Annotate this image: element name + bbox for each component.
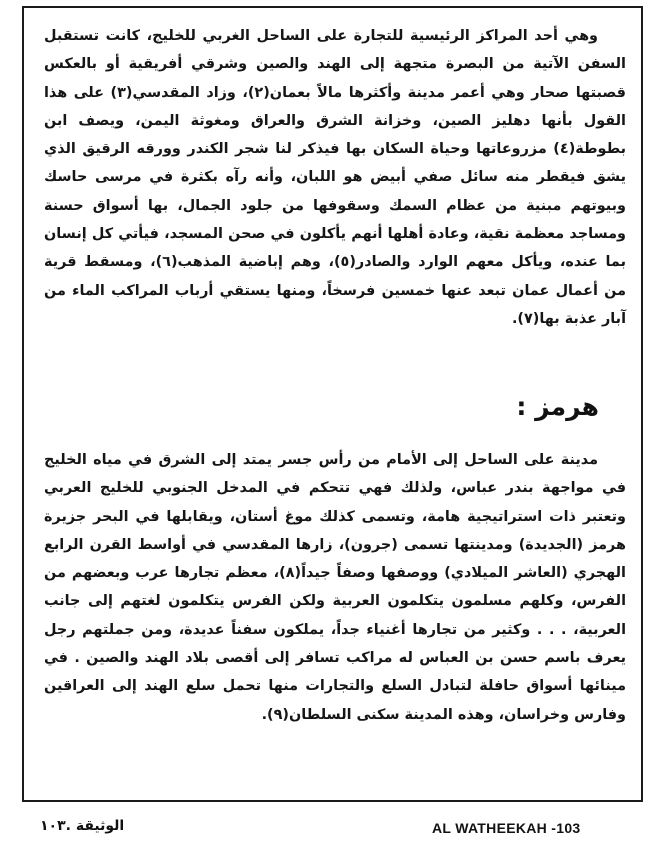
- page-footer: [0, 816, 669, 844]
- paragraph-1: [44, 22, 626, 333]
- paragraph-2: [44, 446, 626, 729]
- paragraph-1-text: وهي أحد المراكز الرئيسية للتجارة على الساحل الغربي للخليج، كانت تستقبل السفن الآتية من البصرة متجهة إلى الهند والصين وشرقي أفريقية أو بالعكس قصبتها صحار وهي أعمر مدينة وأكثرها مالاً بعمان(٢)، وزاد المقدسي(٣) على هذا القول بأنها دهليز الصين، وخزانة الشرق والعراق ومغوثة اليمن، ويصف ابن بطوطة(٤) مزروعاتها وحياة السكان بها فيذكر لنا شجر الكندر وورقه الرقيق الذي يشق فيقطر منه سائل صفي أبيض هو اللبان، وأنه رآه بكثرة في مرسى حاسك وبيوتهم مبنية من عظام السمك وسقوفها من جلود الجمال، بها أسواق حسنة ومساجد معظمة نقية، وعادة أهلها أنهم يأكلون في صحن المسجد، فيأتي كل إنسان بما عنده، ويأكل معهم الوارد والصادر(٥)، وهم إباضية المذهب(٦)، ومسقط قرية من أعمال عمان تبعد عنها خمسين فرسخاً، ومنها يستقي أرباب المراكب الماء من آبار عذبة بها(٧).: [44, 28, 626, 327]
- section-heading-hormuz: هرمز :: [516, 392, 599, 421]
- footer-journal-name-latin: AL WATHEEKAH -103: [432, 820, 581, 836]
- footer-journal-name-arabic: الوثيقة .١٠٣: [40, 818, 125, 834]
- paragraph-2-text: مدينة على الساحل إلى الأمام من رأس جسر يمتد إلى الشرق في مياه الخليج في مواجهة بندر عباس، ولذلك فهي تتحكم في المدخل الجنوبي للخليج العربي وتعتبر ذات استراتيجية هامة، وتسمى كذلك موغ أستان، ويقابلها في البحر جزيرة هرمز (الجديدة) ومدينتها تسمى (جرون)، زارها المقدسي في أواسط القرن الرابع الهجري (العاشر الميلادي) ووصفها وصفاً جيداً(٨)، معظم تجارها عرب وبعضهم من الفرس، وكلهم مسلمون يتكلمون العربية ولكن الفرس يتكلمون لغتهم إلى جانب العربية، . . . وكثير من تجارها أغنياء جداً، يملكون سفناً عديدة، ومن جملتهم رجل يعرف باسم حسن بن العباس له مراكب تسافر إلى أقصى بلاد الهند والصين . في مينائها أسواق حافلة لتبادل السلع والتجارات منها تحمل سلع الهند إلى العراقين وفارس وخراسان، وهذه المدينة سكنى السلطان(٩).: [44, 452, 626, 723]
